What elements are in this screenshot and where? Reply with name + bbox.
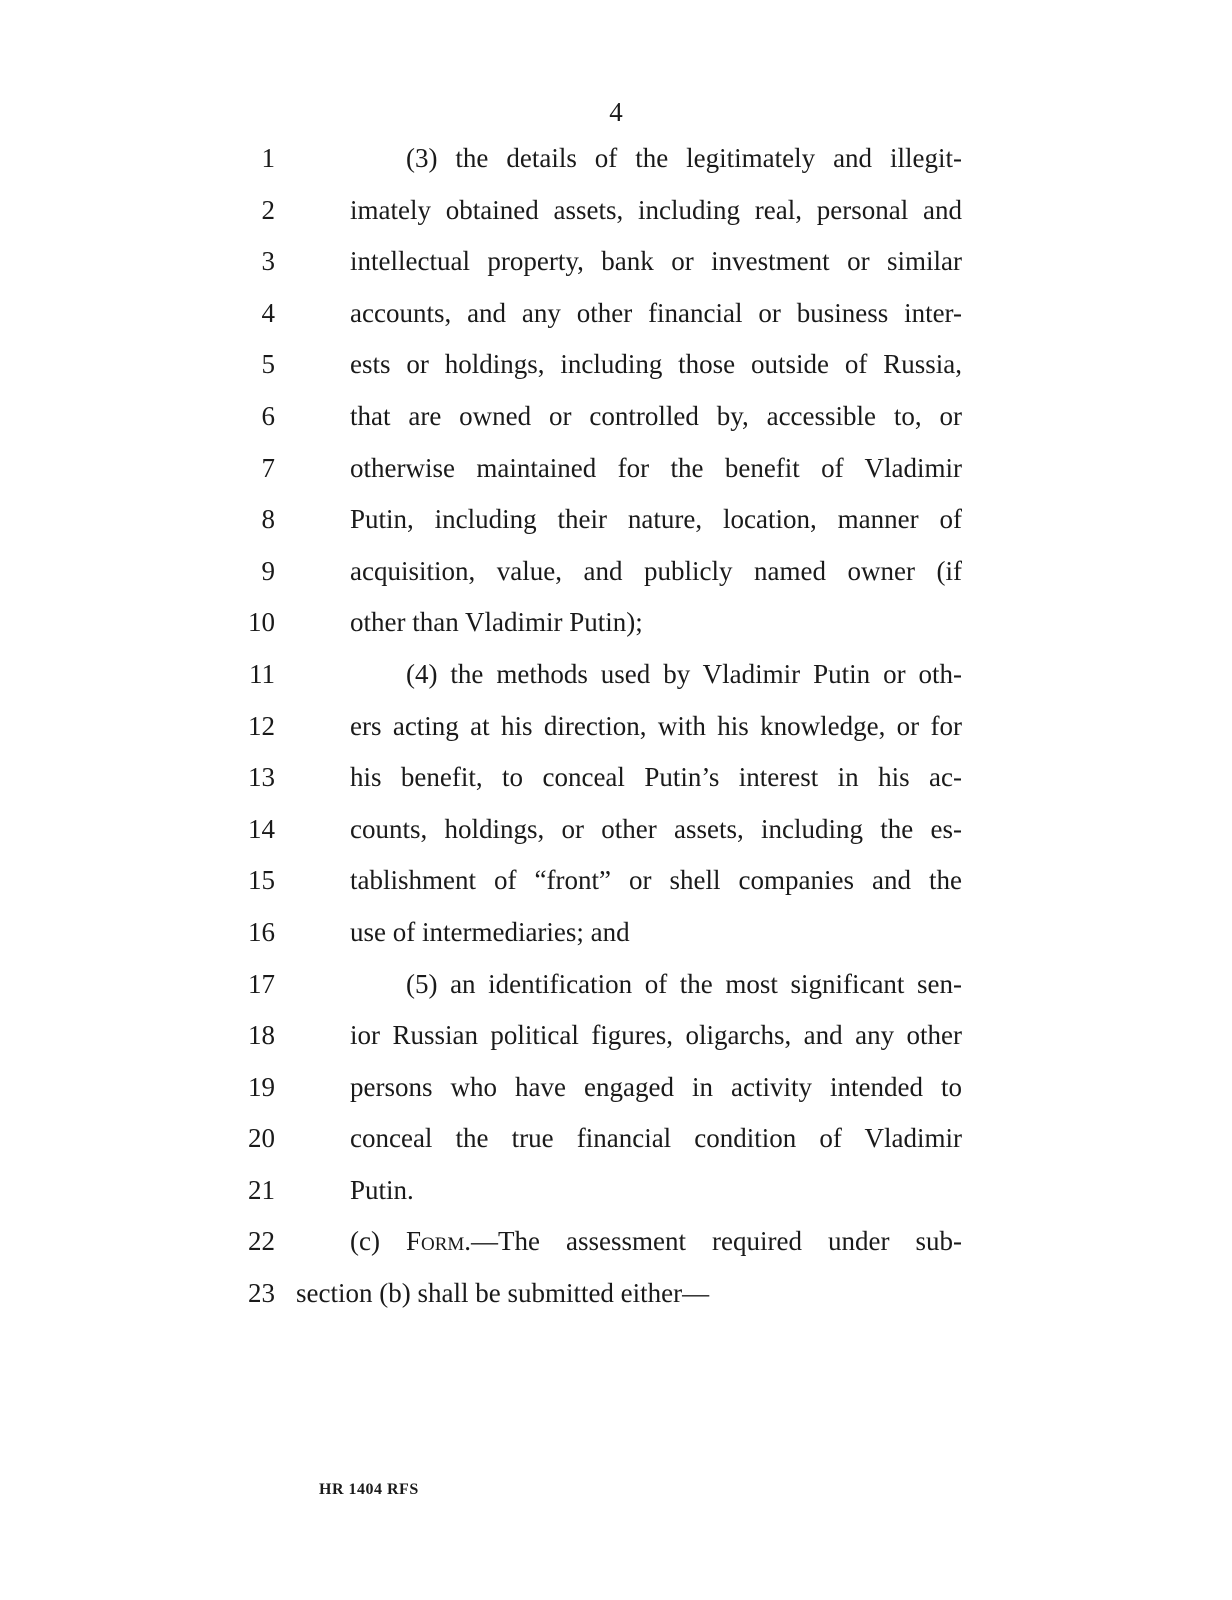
line-number: 13 <box>248 762 275 793</box>
line-number: 23 <box>248 1278 275 1309</box>
text-line <box>0 290 1232 342</box>
line-number: 11 <box>249 658 275 689</box>
line-number: 18 <box>248 1020 275 1051</box>
text-line <box>0 238 1232 290</box>
text-line <box>0 341 1232 393</box>
line-number: 12 <box>248 710 275 741</box>
line-number: 22 <box>248 1226 275 1257</box>
line-number: 20 <box>248 1123 275 1154</box>
line-text: conceal the true financial condition of Vladimir <box>350 1123 962 1154</box>
line-number: 4 <box>261 297 275 328</box>
text-line <box>0 187 1232 239</box>
line-text: Putin. <box>350 1174 414 1205</box>
line-text: that are owned or controlled by, accessible to, or <box>350 400 962 431</box>
line-number: 6 <box>261 400 275 431</box>
text-line <box>0 1115 1232 1167</box>
line-number: 1 <box>261 143 275 173</box>
text-line <box>0 548 1232 600</box>
text-line <box>0 961 1232 1013</box>
line-number: 16 <box>248 916 275 947</box>
text-line <box>0 1167 1232 1219</box>
text-line <box>0 1270 1232 1322</box>
line-text: imately obtained assets, including real, personal and <box>350 194 962 225</box>
line-text: tablishment of “front” or shell companies and the <box>350 865 962 896</box>
line-text: persons who have engaged in activity intended to <box>350 1071 962 1102</box>
line-text: accounts, and any other financial or business inter- <box>350 297 962 328</box>
line-number: 7 <box>261 452 275 483</box>
text-line <box>0 857 1232 909</box>
text-line <box>0 1012 1232 1064</box>
text-line <box>0 1064 1232 1116</box>
text-line <box>0 135 1232 187</box>
line-number: 17 <box>248 968 275 999</box>
text-line <box>0 909 1232 961</box>
line-text: (4) the methods used by Vladimir Putin or oth- <box>406 658 962 689</box>
line-number: 9 <box>261 555 275 586</box>
line-text: counts, holdings, or other assets, including the es- <box>350 813 962 844</box>
line-text: ior Russian political figures, oligarchs, and any other <box>350 1020 962 1051</box>
line-number: 8 <box>261 504 275 535</box>
line-text: use of intermediaries; and <box>350 916 630 947</box>
line-text: Putin, including their nature, location, manner of <box>350 504 962 535</box>
text-line <box>0 1218 1232 1270</box>
line-text: otherwise maintained for the benefit of Vladimir <box>350 452 962 483</box>
line-number: 14 <box>248 813 275 844</box>
text-line <box>0 754 1232 806</box>
text-line <box>0 651 1232 703</box>
subsection-heading: Form <box>405 1226 465 1257</box>
line-number: 15 <box>248 865 275 896</box>
text-line <box>0 806 1232 858</box>
text-line <box>0 393 1232 445</box>
line-text: intellectual property, bank or investment or similar <box>350 246 962 277</box>
text-line <box>0 599 1232 651</box>
text-line <box>0 445 1232 497</box>
line-text: acquisition, value, and publicly named owner (if <box>350 555 962 586</box>
bill-text-body <box>0 135 1232 1322</box>
subsection-prefix: (c) <box>350 1226 406 1257</box>
bill-identifier-footer: HR 1404 RFS <box>319 1481 419 1498</box>
line-text: his benefit, to conceal Putin’s interest in his ac- <box>350 762 962 793</box>
line-number: 19 <box>248 1071 275 1102</box>
line-number: 5 <box>261 349 275 380</box>
text-line <box>0 703 1232 755</box>
line-text <box>350 1218 962 1264</box>
line-text: ers acting at his direction, with his knowledge, or for <box>350 710 962 741</box>
line-number: 2 <box>261 194 275 225</box>
page-number: 4 <box>609 97 623 127</box>
line-number: 21 <box>248 1174 275 1205</box>
line-number: 10 <box>248 607 275 638</box>
line-number: 3 <box>261 246 275 277</box>
line-text: ests or holdings, including those outside of Russia, <box>350 349 962 380</box>
line-text: (5) an identification of the most significant sen- <box>406 968 962 999</box>
line-text: other than Vladimir Putin); <box>350 607 643 638</box>
line-text: (3) the details of the legitimately and illegit- <box>406 143 962 173</box>
line-text: section (b) shall be submitted either— <box>296 1278 710 1309</box>
text-line <box>0 496 1232 548</box>
subsection-text: .—The assessment required under sub- <box>464 1226 962 1257</box>
